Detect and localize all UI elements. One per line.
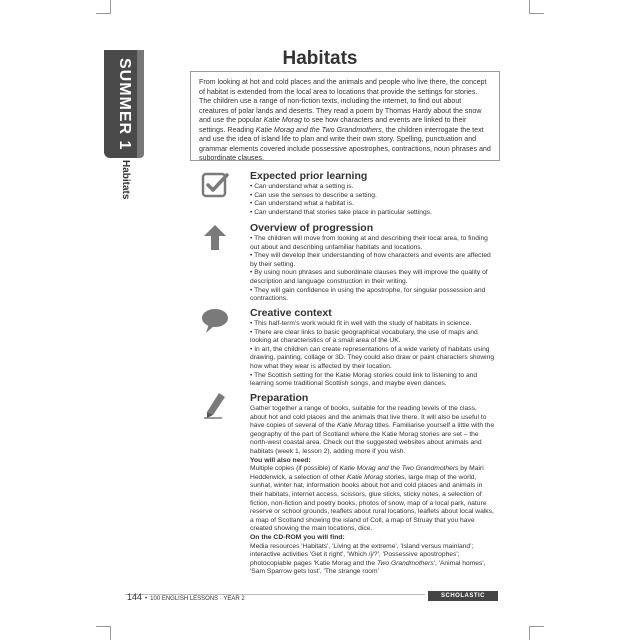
list-item: • Can understand what a habitat is. (250, 200, 354, 208)
section-title: Expected prior learning (250, 170, 368, 182)
list-item: • Can understand what a setting is. (250, 183, 354, 190)
section-title: Creative context (250, 307, 332, 319)
list-item: • Can use the senses to describe a setting. (250, 191, 377, 199)
list-item: • The children will move from looking at and describing their local area, to finding out about and describing unfamiliar habitats and locations. (250, 235, 488, 251)
list-item: • By using noun phrases and subordinate clauses they will improve the quality of description and language construction in their writing. (250, 269, 488, 285)
crop-mark (529, 626, 530, 640)
list-item: • They will develop their understanding of how characters and events are affected by their setting. (250, 252, 491, 268)
checkbox-icon (200, 170, 230, 200)
intro-book-title: Katie Morag (263, 116, 302, 124)
topic-label: Habitats (120, 160, 131, 200)
crop-mark (530, 626, 544, 627)
pencil-icon (200, 390, 230, 420)
list-item: • They will gain confidence in using the apostrophe, for singular possession and contractions. (250, 286, 486, 303)
intro-text: , the children interrogate the text and use the idea of island life to plan and write their own story. Spelling, punctuation and grammar elements covered include possessive apostrophes, contractions, noun phrases and subordinate clauses. (199, 125, 491, 162)
preparation-text: Gather together a range of books, suitable for the reading levels of the class, about hot and cold places and the animals that live there. It will also be useful to have copies of several of the Katie Morag titles. Familiarise yourself a little with the geography of the part of Scotland where the Katie Morag stories are set – the north-west coastal area. Check out the suggested websites about animals and habitats (week 1, lesson 2), adding more if you wish. (250, 405, 495, 455)
list-item: • There are clear links to basic geographical vocabulary, the use of maps and looking at characteristics of a small area of the UK. (250, 328, 478, 345)
term-label: SUMMER 1 (116, 57, 133, 151)
intro-box (190, 71, 500, 161)
crop-mark (530, 13, 544, 14)
intro-text: to see how characters and events are linked to their settings. Reading (199, 116, 467, 134)
list-item: • In art, the children can create representations of a wide variety of habitats using drawing, painting, collage or 3D. They could also draw or paint characters showing how what they wear is affected by their location. (250, 345, 495, 370)
list-item: • Can understand that stories take place in particular settings. (250, 208, 432, 216)
section-preparation (250, 392, 495, 577)
up-arrow-icon (200, 222, 230, 252)
list-item: • The Scottish setting for the Katie Morag stories could link to listening to and learning some traditional Scottish songs, and maybe even dances. (250, 371, 478, 388)
cdrom-title: On the CD-ROM you will find: (250, 533, 345, 541)
crop-mark (96, 626, 110, 627)
footer-bullet: • (145, 596, 148, 602)
crop-mark (529, 0, 530, 14)
need-text: Multiple copies (if possible) of Katie Morag and the Two Grandmothers by Mairi Hedderwick, a selection of other Katie Morag stories, large map of the world, sunhat, winter hat, information books about hot and cold places and animals in their habitats, internet access, scissors, glue sticks, sticky notes, a selection of fiction, non-fiction and poetry books, photos of snow, map of a local park, nature reserve or school grounds, leaflets about rural locations, leaflets about local walks, a map of Scotland showing the island of Coll, a map of Struay that you have created showing the main locations, dice. (250, 465, 494, 533)
section-title: Overview of progression (250, 222, 374, 234)
speech-bubble-icon (200, 306, 230, 336)
cdrom-text: Media resources 'Habitats', 'Living at the extreme', 'Island versus mainland'; interactive activities 'Get it right', 'Which /j/?', 'Possessive apostrophes'; photocopiable pages 'Katie Morag and the Two Grandmothers', 'Animal homes', 'Sam Sparrow gets lost', 'The strange room' (250, 542, 486, 576)
intro-book-title: Katie Morag and the Two Grandmothers (255, 125, 382, 134)
section-creative-context (250, 307, 495, 389)
intro-text: From looking at hot and cold places and the animals and people who live there, the concept of habitat is extended from the local area to locations that provide the settings for stories. The children use a range of non-fiction texts, including the internet, to find out about creatures of polar lands and deserts. They read a poem by Thomas Hardy about the snow and use the popular (199, 78, 487, 124)
crop-mark (110, 626, 111, 640)
crop-mark (96, 13, 110, 14)
need-title: You will also need: (250, 456, 311, 464)
section-expected-prior-learning (250, 170, 495, 217)
page-number: 144 (127, 592, 143, 602)
footer (127, 592, 245, 602)
publisher-logo: SCHOLASTIC (428, 591, 498, 601)
page-title: Habitats (282, 48, 358, 69)
section-title: Preparation (250, 392, 309, 404)
crop-mark (110, 0, 111, 14)
section-overview-of-progression (250, 222, 495, 304)
book-title: 100 ENGLISH LESSONS · YEAR 2 (150, 596, 245, 602)
list-item: • This half-term's work would fit in well with the study of habitats in science. (250, 320, 472, 327)
